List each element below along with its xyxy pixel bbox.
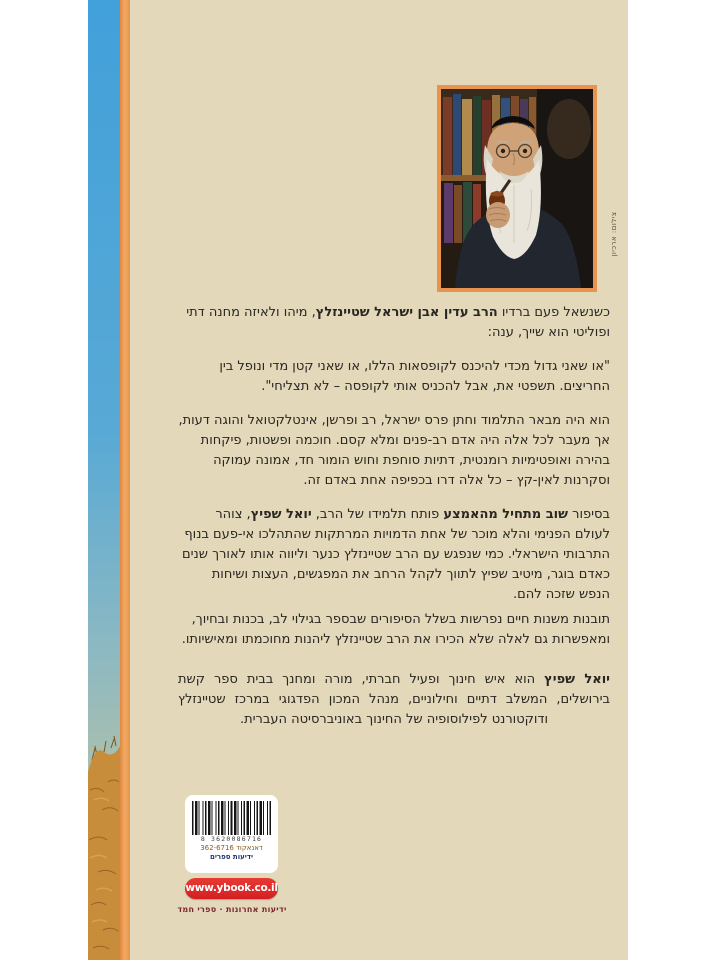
- author-photo: [437, 85, 597, 292]
- p4-mid: פותח תלמידו של הרב,: [311, 507, 444, 522]
- barcode-stripes: [192, 801, 271, 835]
- book-title-bold: שוב מתחיל מהאמצע: [443, 507, 568, 522]
- paragraph-insights: תובנות משנות חיים נפרשות בשלל הסיפורים שבספר בגילוי לב, בכנות ובחיוך, ומאפשרות גם לאלה שלא הכירו את הרב שטיינזלץ ליהנות מחוכמתו ומאישיותו.: [181, 612, 610, 647]
- spine-orange-strip: [120, 0, 130, 960]
- p1-post: , מיהו ולאיזה מחנה דתי ופוליטי הוא שייך, ענה:: [186, 305, 610, 340]
- back-cover-text: [178, 303, 610, 744]
- background-highlight: [547, 99, 591, 159]
- bio-text: הוא איש חינוך ופעיל חברתי, מורה ומחנך בבית ספר קשת בירושלים, המשלב דתיים וחילוניים, מנהל המכון הפדגוגי במרכז שטיינזלץ ודוקטורנט לפילוסופיה של החינוך באוניברסיטה העברית.: [178, 672, 610, 727]
- book-back-cover: [88, 0, 628, 960]
- barcode-publisher-line: ידיעות ספרים: [209, 853, 254, 861]
- author-name-bold: יואל שפיץ: [250, 507, 312, 522]
- ybook-website-label: www.ybook.co.il: [185, 878, 278, 899]
- sky-haystack-art: [88, 0, 120, 960]
- p1-pre: כשנשאל פעם ברדיו: [497, 305, 610, 320]
- danacode: דאנאקוד 362-6716: [200, 844, 263, 852]
- bio-author-name-bold: יואל שפיץ: [544, 672, 610, 687]
- p4-pre: בסיפור: [568, 507, 610, 522]
- photo-credit: צילום: ארכיון: [610, 211, 618, 257]
- paragraph-quote: "או שאני גדול מכדי להיכנס לקופסאות הללו, או שאני קטן מדי ונופל בין החריצים. תשפטי את, אבל להכניס אותי לקופסה – לא תצליחי".: [219, 359, 610, 394]
- paragraph-book: [178, 505, 610, 605]
- paragraph-description: הוא היה מבאר התלמוד וחתן פרס ישראל, רב ופרשן, אינטלקטואל והוגה דעות, אך מעבר לכל אלה היה אדם רב-פנים ומלא קסם. חוכמה ופשטות, פיקחות בהירה ואופטימיות רומנטית, דתיות סוחפת וחוש הומור חד, אמונה עמוקה וסקרנות לאין-קץ – כל אלה דרו בכפיפה אחת באדם זה.: [178, 413, 610, 488]
- publisher-imprint: ידיעות אחרונות · ספרי חמד: [177, 905, 287, 914]
- pipe-rim: [491, 192, 504, 197]
- haystack: [88, 746, 120, 960]
- barcode-block: [185, 795, 278, 873]
- p4-post: , צוהר לעולם הפנימי והלא מוכר של אחת הדמויות המרתקות שהתהלכו אי-פעם בנוף התרבותי הישראלי. כמי שנפגש עם הרב שטיינזלץ כנער וליווה אותו לאורך שנים כאדם בוגר, מיטיב שפיץ לתווך לקהל הרחב את המפגשים, העצות ושיחות הנפש שזכה להם.: [182, 507, 610, 602]
- author-portrait-illustration: [441, 89, 593, 288]
- barcode-number: 8 3620086716: [200, 835, 263, 843]
- paragraph-intro: [178, 303, 610, 343]
- paragraph-author-bio: [178, 670, 610, 730]
- eye-left: [501, 149, 505, 153]
- eye-right: [523, 149, 527, 153]
- rabbi-name-bold: הרב עדין אבן ישראל שטיינזלץ: [315, 305, 498, 320]
- wraparound-illustration: [88, 0, 120, 960]
